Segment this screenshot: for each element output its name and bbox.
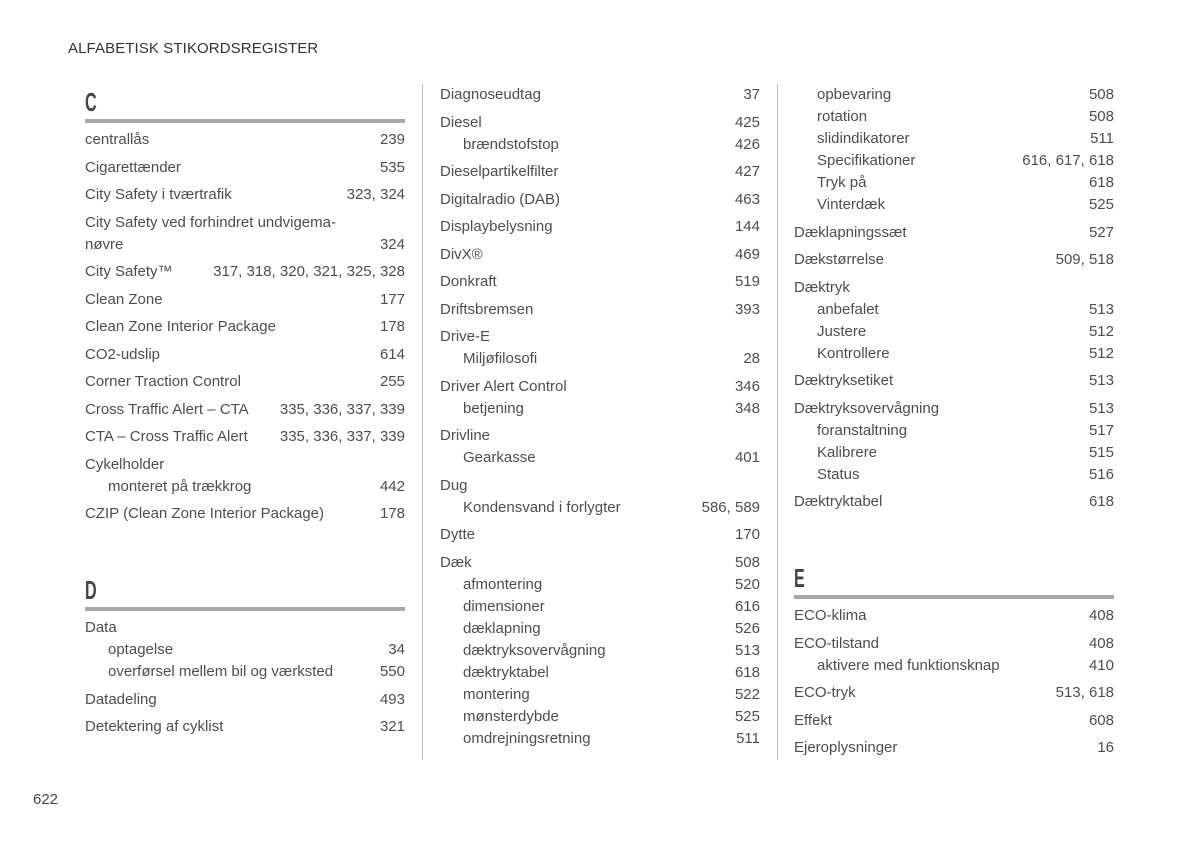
index-subentry xyxy=(85,639,405,661)
index-subentry xyxy=(794,655,1114,677)
entry-term: aktivere med funktionsknap xyxy=(817,656,1000,674)
index-entry-row xyxy=(794,277,1114,299)
index-entry xyxy=(794,682,1114,704)
index-entry xyxy=(794,222,1114,244)
index-entry-row xyxy=(794,737,1114,759)
entry-term: Dæktryksovervågning xyxy=(794,399,940,417)
index-entry xyxy=(85,689,405,711)
page-references[interactable]: 517 xyxy=(1088,421,1114,439)
index-subentry xyxy=(440,348,760,370)
index-subentry xyxy=(794,84,1114,106)
index-subentry xyxy=(794,442,1114,464)
index-entry-row xyxy=(440,161,760,183)
page-number: 622 xyxy=(33,791,59,808)
index-entry-row xyxy=(85,503,405,525)
page-references[interactable]: 512 xyxy=(1088,344,1114,362)
index-entry xyxy=(440,244,760,266)
entry-term: Status xyxy=(817,465,860,483)
page-references[interactable]: 324 xyxy=(379,235,405,253)
section-letter: E xyxy=(794,563,805,593)
index-entry xyxy=(440,84,760,106)
entry-term: Digitalradio (DAB) xyxy=(440,190,561,208)
index-entry-row xyxy=(85,184,405,206)
page-references[interactable]: 608 xyxy=(1088,711,1114,729)
entry-term: Clean Zone xyxy=(85,290,163,308)
page-references[interactable]: 239 xyxy=(379,131,405,148)
page-references[interactable]: 493 xyxy=(379,690,405,708)
index-entry xyxy=(85,399,405,421)
page-references[interactable]: 16 xyxy=(1097,739,1114,756)
page-references[interactable]: 335, 336, 337, 339 xyxy=(279,400,405,418)
page-references[interactable]: 513 xyxy=(1088,399,1114,417)
index-subentry xyxy=(794,420,1114,442)
index-entry-row xyxy=(85,344,405,366)
index-subentry xyxy=(794,343,1114,365)
index-subentry xyxy=(794,150,1114,172)
index-entry-row xyxy=(794,222,1114,244)
index-entry xyxy=(440,112,760,156)
index-entry xyxy=(85,454,405,498)
index-entry-row xyxy=(794,370,1114,392)
index-entry-row xyxy=(794,710,1114,732)
index-entry xyxy=(440,552,760,750)
index-entry-row xyxy=(440,299,760,321)
index-entry xyxy=(85,157,405,179)
page-references[interactable]: 463 xyxy=(734,190,760,208)
entry-term: ECO-tilstand xyxy=(794,634,880,652)
page-references[interactable]: 323, 324 xyxy=(346,186,405,203)
index-entry xyxy=(85,289,405,311)
index-subentry xyxy=(440,447,760,469)
page-references[interactable]: 512 xyxy=(1088,322,1114,340)
index-column-2 xyxy=(440,84,760,750)
page-references[interactable]: 525 xyxy=(1088,196,1114,213)
page-references[interactable]: 550 xyxy=(379,663,405,680)
entry-term: Justere xyxy=(817,322,867,340)
index-entry xyxy=(85,129,405,151)
entry-term: Dækstørrelse xyxy=(794,251,885,268)
entry-term: montering xyxy=(463,685,530,703)
entry-term: CO2-udslip xyxy=(85,345,161,363)
page-references[interactable]: 335, 336, 337, 339 xyxy=(279,428,405,445)
page-references[interactable]: 393 xyxy=(734,300,760,318)
page-references[interactable]: 516 xyxy=(1088,465,1114,483)
page-references[interactable]: 317, 318, 320, 321, 325, 328 xyxy=(213,263,405,280)
index-entry xyxy=(85,316,405,338)
page-references[interactable]: 177 xyxy=(379,290,405,308)
page-references[interactable]: 535 xyxy=(379,158,405,176)
entry-term: centrallås xyxy=(85,131,150,148)
page-references[interactable]: 618 xyxy=(1088,174,1114,191)
index-subentry xyxy=(440,728,760,750)
page-references[interactable]: 170 xyxy=(734,526,760,543)
entry-term: Vinterdæk xyxy=(817,196,886,213)
page-references[interactable]: 618 xyxy=(734,663,760,681)
entry-term: Cigarettænder xyxy=(85,158,181,176)
entry-term: dæktryksovervågning xyxy=(463,641,606,659)
index-entry-row xyxy=(85,157,405,179)
page-references[interactable]: 513 xyxy=(1088,372,1114,389)
index-entry-row xyxy=(440,376,760,398)
entry-term: Tryk på xyxy=(817,174,867,191)
index-entry xyxy=(85,184,405,206)
index-entry xyxy=(85,344,405,366)
index-entry-row xyxy=(794,491,1114,513)
entry-term: Donkraft xyxy=(440,273,497,290)
entry-term: Drivline xyxy=(440,427,491,444)
index-entry xyxy=(440,161,760,183)
entry-term: Clean Zone Interior Package xyxy=(85,318,276,335)
index-entry xyxy=(794,605,1114,627)
entry-term: Miljøfilosofi xyxy=(463,350,538,367)
index-entry-row xyxy=(794,682,1114,704)
page-references[interactable]: 28 xyxy=(743,350,760,367)
page-references[interactable]: 410 xyxy=(1088,656,1114,674)
index-entry xyxy=(794,249,1114,271)
index-entry-row xyxy=(440,475,760,497)
entry-term: omdrejningsretning xyxy=(463,729,591,747)
page-references[interactable]: 321 xyxy=(379,718,405,735)
page-references[interactable]: 525 xyxy=(734,707,760,725)
entry-term: Cross Traffic Alert – CTA xyxy=(85,400,249,418)
running-header: ALFABETISK STIKORDSREGISTER xyxy=(68,40,319,57)
page-references[interactable]: 427 xyxy=(734,163,760,180)
index-entry-row xyxy=(794,605,1114,627)
section-letter-heading xyxy=(794,560,1114,599)
index-column-1 xyxy=(85,84,405,738)
index-entry xyxy=(440,216,760,238)
index-entry-row xyxy=(440,326,760,348)
entry-term: dæklapning xyxy=(463,619,541,637)
index-entry xyxy=(794,710,1114,732)
entry-term: brændstofstop xyxy=(463,135,559,153)
page-references[interactable]: 513, 618 xyxy=(1055,684,1114,701)
index-entry xyxy=(440,376,760,420)
page-references[interactable]: 348 xyxy=(734,399,760,417)
entry-term: Dæk xyxy=(440,553,472,571)
index-subentry xyxy=(794,194,1114,216)
index-entry-row xyxy=(85,617,405,639)
entry-term: CTA – Cross Traffic Alert xyxy=(85,428,248,445)
entry-term: Dæktryk xyxy=(794,278,850,296)
index-entry-row xyxy=(85,316,405,338)
entry-term: Dieselpartikelfilter xyxy=(440,163,559,180)
page-references[interactable]: 408 xyxy=(1088,607,1114,624)
entry-term: City Safety i tværtrafik xyxy=(85,186,232,203)
page-references[interactable]: 346 xyxy=(734,377,760,395)
entry-term: Dytte xyxy=(440,526,476,543)
entry-term: Dæklapningssæt xyxy=(794,223,907,241)
entry-term: Kalibrere xyxy=(817,443,878,461)
page-references[interactable]: 513 xyxy=(734,641,760,659)
index-entry-row xyxy=(440,552,760,574)
entry-term: slidindikatorer xyxy=(817,130,910,147)
page-references[interactable]: 616, 617, 618 xyxy=(1022,152,1114,169)
page-references[interactable]: 144 xyxy=(734,218,760,235)
index-entry xyxy=(794,633,1114,677)
index-entry xyxy=(85,503,405,525)
index-entry-row xyxy=(794,633,1114,655)
index-subentry xyxy=(794,128,1114,150)
index-entry xyxy=(440,524,760,546)
entry-term: anbefalet xyxy=(817,300,879,318)
page-references[interactable]: 509, 518 xyxy=(1055,251,1114,268)
entry-term: Corner Traction Control xyxy=(85,373,241,390)
page-references[interactable]: 513 xyxy=(1088,300,1114,318)
index-entry xyxy=(794,737,1114,759)
page-references[interactable]: 34 xyxy=(388,641,405,658)
entry-term: Ejeroplysninger xyxy=(794,739,898,756)
index-entry-row xyxy=(85,129,405,151)
index-entry xyxy=(85,371,405,393)
entry-term: monteret på trækkrog xyxy=(108,477,252,495)
entry-term: Dæktryksetiket xyxy=(794,372,894,389)
entry-term: opbevaring xyxy=(817,86,892,103)
entry-term: Detektering af cyklist xyxy=(85,718,224,735)
entry-term: Diesel xyxy=(440,113,482,131)
entry-term: Driftsbremsen xyxy=(440,300,534,318)
column-divider xyxy=(777,84,778,760)
page-references[interactable]: 526 xyxy=(734,619,760,637)
index-subentry xyxy=(440,640,760,662)
index-subentry xyxy=(440,134,760,156)
page-references[interactable]: 618 xyxy=(1088,493,1114,510)
index-entry xyxy=(794,277,1114,365)
entry-term: DivX® xyxy=(440,245,483,263)
index-entry-row xyxy=(85,289,405,311)
entry-term: dæktryktabel xyxy=(463,663,549,681)
index-entry xyxy=(440,475,760,519)
entry-term: Data xyxy=(85,619,117,636)
section-letter: C xyxy=(85,87,97,117)
index-entry xyxy=(85,261,405,283)
entry-term: Driver Alert Control xyxy=(440,377,567,395)
entry-term: Cykelholder xyxy=(85,455,165,473)
index-entry xyxy=(85,617,405,683)
index-entry-row xyxy=(85,454,405,476)
page-references[interactable]: 255 xyxy=(379,373,405,390)
index-entry-row xyxy=(440,189,760,211)
index-entry-row xyxy=(794,249,1114,271)
entry-term: betjening xyxy=(463,399,524,417)
index-entry-row xyxy=(440,216,760,238)
index-entry xyxy=(794,84,1114,216)
page-references[interactable]: 515 xyxy=(1088,443,1114,461)
index-entry-row xyxy=(85,399,405,421)
index-entry xyxy=(440,189,760,211)
entry-term: Diagnoseudtag xyxy=(440,86,541,103)
page-references[interactable]: 519 xyxy=(734,273,760,290)
index-entry-row xyxy=(85,426,405,448)
index-subentry xyxy=(440,596,760,618)
index-subentry xyxy=(794,321,1114,343)
index-subentry xyxy=(440,662,760,684)
index-subentry xyxy=(794,464,1114,486)
page-references[interactable]: 469 xyxy=(734,245,760,263)
entry-term: Dæktryktabel xyxy=(794,493,883,510)
page-references[interactable]: 425 xyxy=(734,113,760,131)
entry-term: City Safety ved forhindret undvigema- nøvre xyxy=(85,213,336,253)
index-entry-row xyxy=(85,716,405,738)
index-subentry xyxy=(794,172,1114,194)
index-entry-row xyxy=(794,398,1114,420)
index-entry xyxy=(794,370,1114,392)
entry-term: Drive-E xyxy=(440,328,491,345)
index-subentry xyxy=(440,497,760,519)
entry-term: ECO-tryk xyxy=(794,684,856,701)
entry-term: City Safety™ xyxy=(85,263,173,280)
index-entry-row xyxy=(440,271,760,293)
entry-term: Kontrollere xyxy=(817,344,890,362)
index-subentry xyxy=(85,476,405,498)
section-letter: D xyxy=(85,575,97,605)
entry-term: overførsel mellem bil og værksted xyxy=(108,663,334,680)
entry-term: Datadeling xyxy=(85,690,157,708)
index-subentry xyxy=(794,106,1114,128)
index-entry xyxy=(440,326,760,370)
page-references[interactable]: 508 xyxy=(734,553,760,571)
entry-term: Gearkasse xyxy=(463,449,536,466)
index-entry-row xyxy=(440,524,760,546)
index-entry-row xyxy=(440,84,760,106)
index-entry xyxy=(440,425,760,469)
entry-term: dimensioner xyxy=(463,597,545,615)
page-references[interactable]: 178 xyxy=(379,505,405,522)
index-subentry xyxy=(440,618,760,640)
page-references[interactable]: 520 xyxy=(734,575,760,593)
section-letter-heading xyxy=(85,572,405,611)
page-references[interactable]: 616 xyxy=(734,597,760,615)
index-entry xyxy=(85,716,405,738)
entry-term: Effekt xyxy=(794,711,833,729)
entry-term: CZIP (Clean Zone Interior Package) xyxy=(85,505,324,522)
column-divider xyxy=(422,84,423,760)
page-references[interactable]: 401 xyxy=(734,449,760,466)
page-references[interactable]: 511 xyxy=(736,729,760,747)
entry-term: Displaybelysning xyxy=(440,218,553,235)
page-references[interactable]: 527 xyxy=(1088,223,1114,241)
index-entry-row xyxy=(85,689,405,711)
index-entry xyxy=(440,299,760,321)
index-subentry xyxy=(85,661,405,683)
index-subentry xyxy=(440,398,760,420)
index-subentry xyxy=(440,684,760,706)
index-entry-row xyxy=(440,425,760,447)
entry-term: foranstaltning xyxy=(817,421,908,439)
entry-term: afmontering xyxy=(463,575,543,593)
page-references[interactable]: 442 xyxy=(379,477,405,495)
entry-term: Dug xyxy=(440,476,468,494)
index-entry-row xyxy=(85,212,405,256)
index-entry xyxy=(440,271,760,293)
index-entry xyxy=(85,426,405,448)
entry-term: Specifikationer xyxy=(817,152,916,169)
section-letter-heading xyxy=(85,84,405,123)
page-references[interactable]: 522 xyxy=(734,685,760,703)
index-subentry xyxy=(440,706,760,728)
entry-term: mønsterdybde xyxy=(463,707,559,725)
index-subentry xyxy=(794,299,1114,321)
index-subentry xyxy=(440,574,760,596)
entry-term: ECO-klima xyxy=(794,607,867,624)
index-entry xyxy=(794,398,1114,486)
page-references[interactable]: 614 xyxy=(379,345,405,363)
index-column-3 xyxy=(794,84,1114,759)
page-references[interactable]: 508 xyxy=(1088,108,1114,125)
index-entry-row xyxy=(440,244,760,266)
page-references[interactable]: 508 xyxy=(1088,86,1114,103)
entry-term: Kondensvand i forlygter xyxy=(463,498,621,516)
page-references[interactable]: 586, 589 xyxy=(701,498,760,516)
index-entry-row xyxy=(440,112,760,134)
index-entry xyxy=(85,212,405,256)
page-references[interactable]: 408 xyxy=(1088,634,1114,652)
page-references[interactable]: 178 xyxy=(379,318,405,335)
page-references[interactable]: 511 xyxy=(1090,130,1114,147)
page-references[interactable]: 37 xyxy=(743,86,760,103)
index-entry-row xyxy=(85,261,405,283)
index-entry xyxy=(794,491,1114,513)
entry-term: optagelse xyxy=(108,641,174,658)
entry-term: rotation xyxy=(817,108,868,125)
index-entry-row xyxy=(85,371,405,393)
page-references[interactable]: 426 xyxy=(734,135,760,153)
